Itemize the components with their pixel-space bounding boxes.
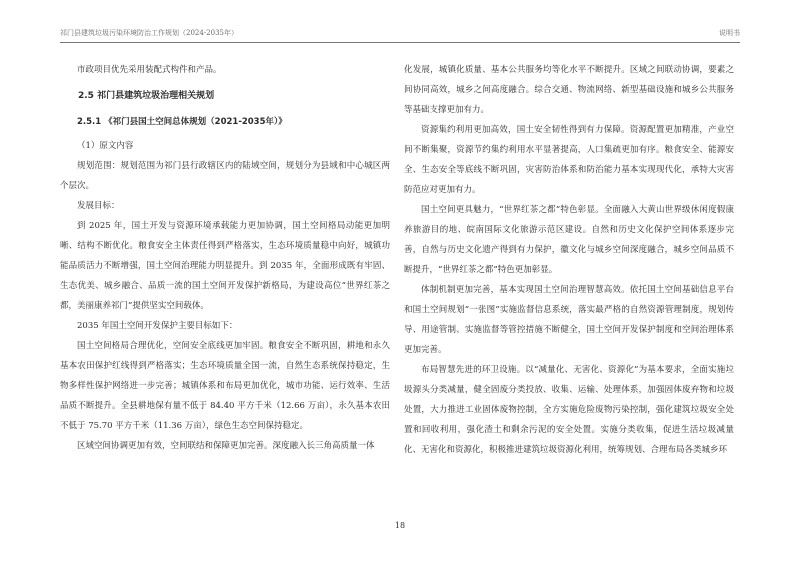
paragraph: 到 2025 年，国土开发与资源环境承载能力更加协调，国土空间格局动能更加明晰、结构不断优化。粮食安全主体责任得到严格落实，生态环境质量稳中向好，城镇功能品质活力不断增强，国土空间治理能力明显提升。到 2035 年，全面形成既有牢固、生态优美、城乡融合、品质一流的国土空间开发保护新格局，为建设高位“世界红茶之都，美丽康养祁门”提供坚实空间载体。 bbox=[60, 221, 390, 311]
left-column bbox=[60, 60, 390, 456]
header-document-title: 祁门县建筑垃圾污染环境防治工作规划（2024-2035年） bbox=[60, 29, 238, 37]
page-number: 18 bbox=[394, 521, 406, 530]
paragraph: 区域空间协调更加有效，空间联结和保障更加完善。深度融入长三角高质量一体 bbox=[77, 441, 375, 451]
paragraph: 2035 年国土空间开发保护主要目标如下： bbox=[77, 321, 238, 331]
paragraph: 规划范围：规划范围为祁门县行政辖区内的陆域空间，规划分为县域和中心城区两个层次。 bbox=[60, 161, 390, 191]
header-divider bbox=[60, 42, 740, 43]
section-heading: 2.5 祁门县建筑垃圾治理相关规划 bbox=[78, 91, 215, 101]
header-section-label: 说明书 bbox=[719, 29, 740, 37]
paragraph: 国土空间更具魅力，“世界红茶之都”特色彰显。全面融入大黄山世界级休闲度假康养旅游目的地、皖南国际文化旅游示范区建设。自然和历史文化保护空间体系逐步完善，自然与历史文化遗产得到有力保护，徽文化与城乡空间深度融合，城乡空间品质不断提升，“世界红茶之都”特色更加彰显。 bbox=[404, 205, 734, 275]
paragraph: 国土空间格局合理优化，空间安全底线更加牢固。粮食安全不断巩固，耕地和永久基本农田保护红线得到严格落实；生态环境质量全国一流，自然生态系统保持稳定，生物多样性保护网络进一步完善；城镇体系和布局更加优化，城市功能、运行效率、生活品质不断提升。全县耕地保有量不低于 84.40 平方千米（12.66 万亩），永久基本农田不低于 75.70 平方千米（11.36 万亩），绿色生态空间保持稳定。 bbox=[60, 341, 390, 431]
paragraph-continuation: 化发展，城镇化质量、基本公共服务均等化水平不断提升。区域之间联动协调，要素之间协同高效，城乡之间高度融合。综合交通、物流网络、新型基础设施和城乡公共服务等基础支撑更加有力。 bbox=[404, 65, 734, 115]
right-column bbox=[404, 60, 734, 460]
paragraph: 布局智慧先进的环卫设施。以“减量化、无害化、资源化”为基本要求，全面实施垃圾源头分类减量，健全固废分类投放、收集、运输、处理体系，加强固体废弃物和垃圾处置，大力推进工业固体废物控制，全方实施危险废物污染控制，强化建筑垃圾安全处置和回收利用，强化渣土和剩余污泥的安全处置。实施分类收集，促进生活垃圾减量化、无害化和资源化，积极推进建筑垃圾资源化利用，统筹规划、合理布局各类城乡环 bbox=[404, 365, 734, 455]
paragraph: 资源集约利用更加高效，国土安全韧性得到有力保障。资源配置更加精准，产业空间不断集聚，资源节约集约利用水平显著提高，人口集疏更加有序。粮食安全、能源安全、生态安全等底线不断巩固，灾害防治体系和防治能力基本实现现代化，承特大灾害防范应对更加有力。 bbox=[404, 125, 734, 195]
running-header bbox=[60, 26, 740, 40]
subsection-heading: 2.5.1 《祁门县国土空间总体规划（2021-2035年）》 bbox=[77, 117, 287, 127]
paragraph: 体制机制更加完善，基本实现国土空间治理智慧高效。依托国土空间基础信息平台和国土空间规划“一张图”实施监督信息系统，落实最严格的自然资源管理制度，规划传导、用途管制、实施监督等管控措施不断健全，国土空间开发保护制度和空间治理体系更加完善。 bbox=[404, 285, 734, 355]
paragraph: 市政项目优先采用装配式构件和产品。 bbox=[77, 65, 222, 75]
paragraph: 发展目标： bbox=[77, 201, 120, 211]
item-label: （1）原文内容 bbox=[77, 141, 134, 151]
